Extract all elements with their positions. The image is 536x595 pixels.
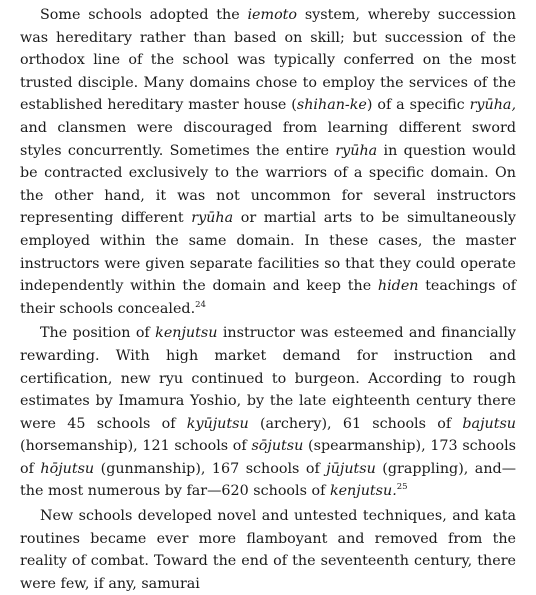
italic-term: jūjutsu: [326, 460, 376, 477]
text-run: ) of a specific: [366, 97, 470, 114]
text-run: New schools developed novel and untested techniques, and kata routines became ever more flamboyant and removed from the reality of combat. Toward the end of the seventeenth century, there were few, if any, samurai: [20, 508, 516, 592]
italic-term: kyūjutsu: [186, 415, 249, 432]
text-run: Some schools adopted the: [40, 7, 248, 23]
italic-term: iemoto: [247, 7, 298, 23]
document-page: [20, 4, 516, 595]
italic-term: ryūha,: [469, 97, 516, 114]
italic-term: sōjutsu: [251, 438, 304, 455]
footnote-ref: 24: [195, 299, 206, 310]
text-run: (archery), 61 schools of: [248, 415, 463, 432]
italic-term: ryūha: [191, 210, 234, 227]
text-run: (spearmanship), 173 schools of: [20, 438, 517, 477]
italic-term: kenjutsu.: [329, 483, 397, 500]
text-run: (gunmanship), 167 schools of: [94, 460, 327, 477]
text-run: and clansmen were discouraged from learning different sword styles concurrently. Sometimes the entire: [20, 119, 516, 159]
italic-term: hiden: [377, 278, 419, 295]
text-run: in question would be contracted exclusively to the warriors of a specific domain. On the other hand, it was not uncommon for several instructors representing different: [20, 142, 516, 227]
text-run: (horsemanship), 121 schools of: [20, 438, 252, 455]
text-run: teachings of their schools concealed.: [20, 278, 516, 317]
paragraph-kenjutsu-instructor: [20, 322, 516, 503]
text-run: (grappling), and—the most numerous by far—620 schools of: [20, 460, 516, 500]
text-run: or martial arts to be simultaneously employed within the same domain. In these cases, the master instructors were given separate facilities so that they could operate independently within the domain and keep the: [20, 210, 516, 295]
text-run: instructor was esteemed and financially rewarding. With high market demand for instruction and certification, new ryu continued to burgeon. According to rough estimates by Imamura Yoshio, by the late eighteenth century there were 45 schools of: [20, 325, 516, 432]
italic-term: bajutsu: [462, 415, 516, 432]
italic-term: shihan-ke: [296, 97, 367, 114]
paragraph-new-schools: [20, 505, 516, 595]
footnote-ref: 25: [396, 482, 408, 493]
italic-term: kenjutsu: [155, 325, 218, 342]
italic-term: hōjutsu: [40, 460, 95, 477]
text-run: The position of: [40, 325, 156, 342]
text-run: system, whereby succession was hereditary rather than based on skill; but succession of the orthodox line of the school was typically conferred on the most trusted disciple. Many domains chose to employ the services of the established hereditary master house (: [20, 7, 516, 114]
italic-term: ryūha: [335, 142, 378, 159]
paragraph-succession: [20, 4, 516, 320]
